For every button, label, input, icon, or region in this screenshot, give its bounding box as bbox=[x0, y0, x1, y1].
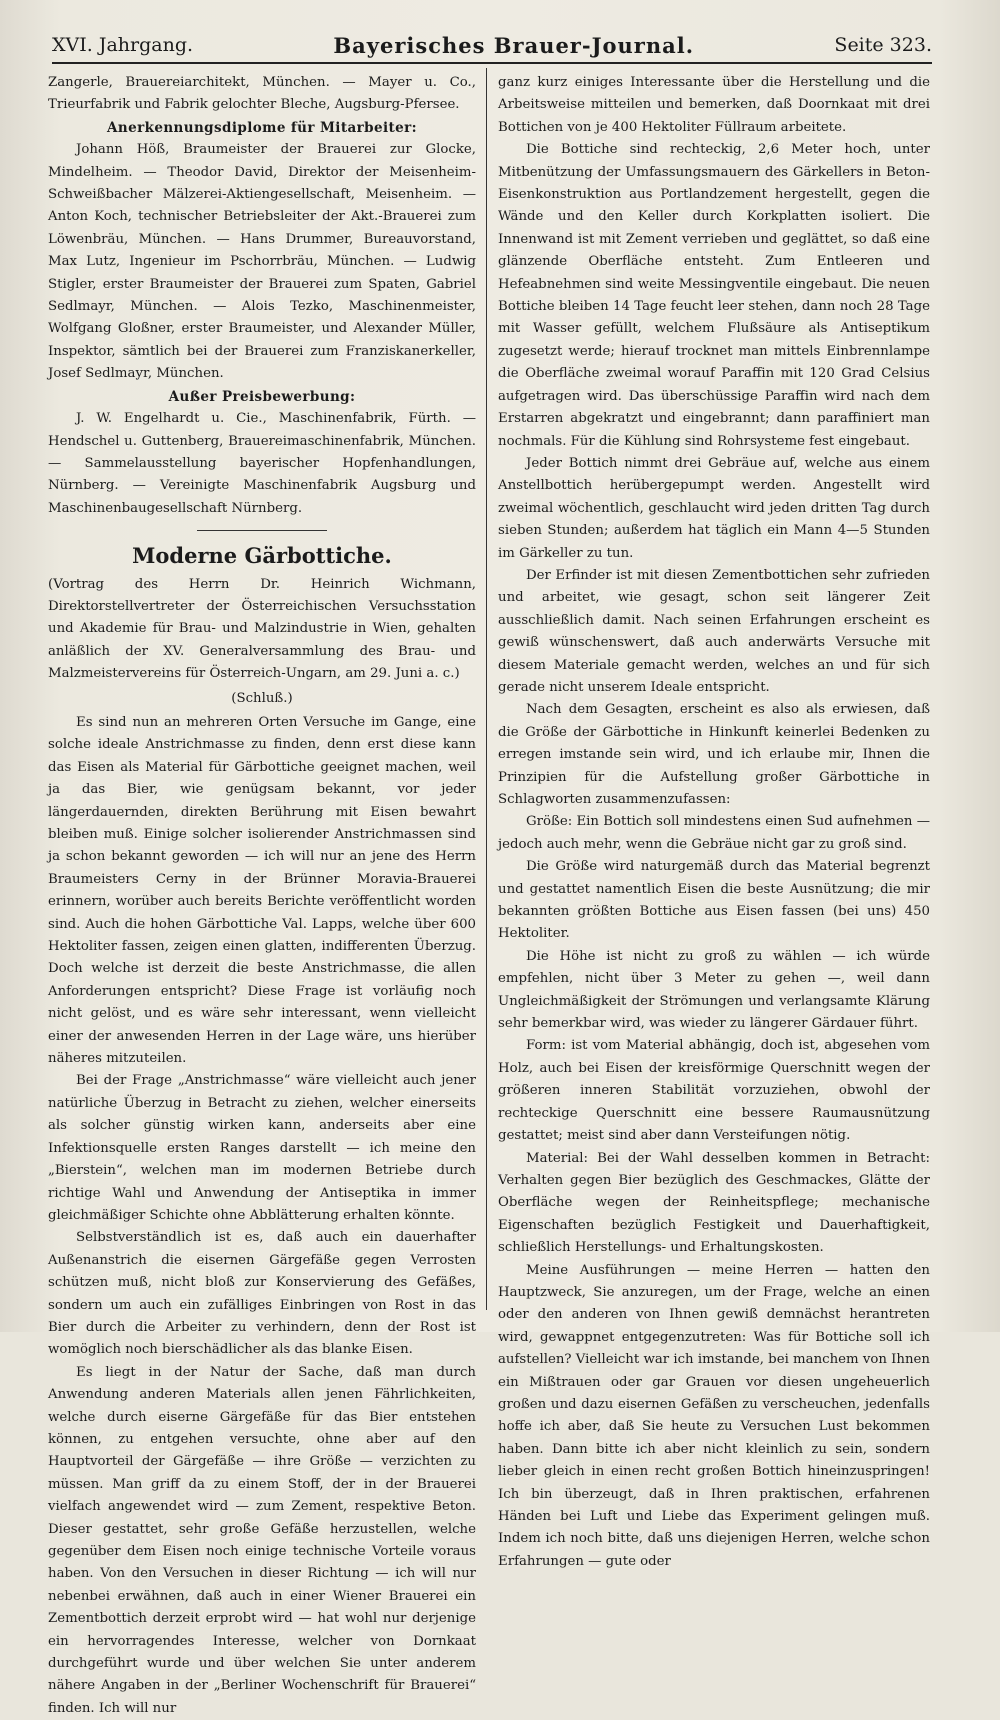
paragraph: Johann Höß, Braumeister der Brauerei zur Glocke, Mindelheim. — Theodor David, Direktor der Meisenheim-Schweißbacher Mälzerei-Aktiengesellschaft, Meisenheim. — Anton Koch, technischer Betriebsleiter der Akt.-Brauerei zum Löwenbräu, München. — Hans Drummer, Bureauvorstand, Max Lutz, Ingenieur im Pschorrbräu, München. — Ludwig Stigler, erster Braumeister der Brauerei zum Spaten, Gabriel Sedlmayr, München. — Alois Tezko, Maschinenmeister, Wolfgang Gloßner, erster Braumeister, und Alexander Müller, Inspektor, sämtlich bei der Brauerei zum Franziskanerkeller, Josef Sedlmayr, München. bbox=[48, 142, 476, 382]
section-heading-ausser-preisbewerbung: Außer Preisbewerbung: bbox=[168, 388, 356, 405]
paragraph: Jeder Bottich nimmt drei Gebräue auf, welche aus einem Anstellbottich herübergepumpt werden. Angestellt wird zweimal wöchentlich, geschlaucht wird jeden dritten Tag durch sieben Stunden; außerdem hat täglich ein Mann 4—5 Stunden im Gärkeller zu tun. bbox=[498, 455, 930, 561]
volume-label: XVI. Jahrgang. bbox=[52, 34, 194, 56]
paragraph: Die Bottiche sind rechteckig, 2,6 Meter hoch, unter Mitbenützung der Umfassungsmauern des Gärkellers in Beton-Eisenkonstruktion aus Portlandzement hergestellt, gegen die Wände und den Keller durch Korkplatten isoliert. Die Innenwand ist mit Zement verrieben und geglättet, so daß eine glänzende Oberfläche entsteht. Zum Entleeren und Hefeabnehmen sind weite Messingventile eingebaut. Die neuen Bottiche bleiben 14 Tage feucht leer stehen, dann noch 28 Tage mit Wasser gefüllt, welchem Flußsäure als Antiseptikum zugesetzt werde; hierauf trocknet man mittels Einbrennlampe die Oberfläche zweimal worauf Paraffin mit 120 Grad Celsius aufgetragen wird. Das überschüssige Paraffin wird nach dem Erstarren abgekratzt und eingebrannt; dann paraffiniert man nochmals. Für die Kühlung sind Rohrsysteme fest eingebaut. bbox=[498, 142, 930, 449]
article-subtitle: (Vortrag des Herrn Dr. Heinrich Wichmann, Direktorstellvertreter der Österreichischen Versuchsstation und Akademie für Brau- und Malzindustrie in Wien, gehalten anläßlich der XV. Generalversammlung des Brau- und Malzmeistervereins für Österreich-Ungarn, am 29. Juni a. c.) bbox=[48, 576, 476, 682]
right-column bbox=[498, 72, 930, 1569]
article-title: Moderne Gärbottiche. bbox=[132, 543, 392, 569]
paragraph: Nach dem Gesagten, erscheint es also als erwiesen, daß die Größe der Gärbottiche in Hinkunft keinerlei Bedenken zu erregen imstande sein wird, und ich erlaube mir, Ihnen die Prinzipien für die Aufstellung großer Gärbottiche in Schlagworten zusammenzufassen: bbox=[498, 702, 930, 807]
paragraph: Selbstverständlich ist es, daß auch ein dauerhafter Außenanstrich die eisernen Gärgefäße gegen Verrosten schützen muß, nicht bloß zur Konservierung des Gefäßes, sondern um auch ein zufälliges Einbringen von Rost in das Bier durch die Arbeiter zu verhindern, denn der Rost ist womöglich noch bierschädlicher als das blanke Eisen. bbox=[48, 1230, 476, 1358]
journal-title: Bayerisches Brauer-Journal. bbox=[333, 32, 695, 58]
page-header bbox=[52, 28, 932, 64]
paragraph: Es liegt in der Natur der Sache, daß man durch Anwendung anderen Materials allen jenen Fährlichkeiten, welche durch eiserne Gärgefäße für das Bier entstehen können, zu entgehen versuchte, ohne aber auf den Hauptvorteil der Gärgefäße — ihre Größe — verzichten zu müssen. Man griff da zu einem Stoff, der in der Brauerei vielfach angewendet wird — zum Zement, respektive Beton. Dieser gestattet, sehr große Gefäße herzustellen, welche gegenüber dem Eisen noch einige technische Vorteile voraus haben. Von den Versuchen in dieser Richtung — ich will nur nebenbei erwähnen, daß auch in einer Wiener Brauerei ein Zementbottich derzeit erprobt wird — hat wohl nur derjenige ein hervorragendes Interesse, welcher von Dornkaat durchgeführt wurde und über welchen Sie unter anderem nähere Angaben in der „Berliner Wochenschrift für Brauerei“ finden. Ich will nur bbox=[48, 1364, 476, 1716]
section-divider bbox=[197, 530, 327, 531]
paragraph: Bei der Frage „Anstrichmasse“ wäre vielleicht auch jener natürliche Überzug in Betracht zu ziehen, welcher einerseits als solcher günstig wirken kann, anderseits aber eine Infektionsquelle ersten Ranges darstellt — ich meine den „Bierstein“, welchen man im modernen Betriebe durch richtige Wahl und Anwendung der Antiseptika in immer gleichmäßiger Schichte ohne Abblätterung erhalten könnte. bbox=[48, 1073, 476, 1223]
left-column bbox=[48, 72, 476, 1716]
paragraph: Der Erfinder ist mit diesen Zementbottichen sehr zufrieden und arbeitet, wie gesagt, schon seit längerer Zeit ausschließlich damit. Nach seinen Erfahrungen erscheint es gewiß wünschenswert, daß auch anderwärts Versuche mit diesem Materiale gemacht werden, welches an und für sich gerade nicht unserem Ideale entspricht. bbox=[498, 567, 930, 695]
paragraph: Meine Ausführungen — meine Herren — hatten den Hauptzweck, Sie anzuregen, um der Frage, welche an einen oder den anderen von Ihnen gewiß demnächst herantreten wird, gewappnet entgegenzutreten: Was für Bottiche soll ich aufstellen? Vielleicht war ich imstande, bei manchem von Ihnen ein Mißtrauen oder gar Grauen vor diesen ungeheuerlich großen und dazu eisernen Gefäßen zu verscheuchen, jedenfalls hoffe ich aber, daß Sie heute zu Versuchen Lust bekommen haben. Dann bitte ich aber nicht kleinlich zu sein, sondern lieber gleich in einen recht großen Bottich hineinzuspringen! Ich bin überzeugt, daß in Ihren praktischen, erfahrenen Händen bei Luft und Liebe das Experiment gelingen muß. Indem ich noch bitte, daß uns diejenigen Herren, welche schon Erfahrungen — gute oder bbox=[498, 1262, 930, 1569]
continuation-note: (Schluß.) bbox=[231, 690, 293, 706]
paragraph: Material: Bei der Wahl desselben kommen in Betracht: Verhalten gegen Bier bezüglich des Geschmackes, Glätte der Oberfläche wegen der Reinheitspflege; mechanische Eigenschaften bezüglich Festigkeit und Dauerhaftigkeit, schließlich Herstellungs- und Erhaltungskosten. bbox=[498, 1150, 930, 1256]
column-divider bbox=[486, 68, 487, 1310]
paragraph: Form: ist vom Material abhängig, doch ist, abgesehen vom Holz, auch bei Eisen der kreisförmige Querschnitt wegen der größeren inneren Stabilität vorzuziehen, obwohl der rechteckige Querschnitt eine bessere Raumausnützung gestattet; meist sind aber dann Versteifungen nötig. bbox=[498, 1038, 930, 1144]
paragraph: J. W. Engelhardt u. Cie., Maschinenfabrik, Fürth. — Hendschel u. Guttenberg, Brauereimaschinenfabrik, München. — Sammelausstellung bayerischer Hopfenhandlungen, Nürnberg. — Vereinigte Maschinenfabrik Augsburg und Maschinenbaugesellschaft Nürnberg. bbox=[48, 411, 476, 516]
paragraph: Es sind nun an mehreren Orten Versuche im Gange, eine solche ideale Anstrichmasse zu finden, denn erst diese kann das Eisen als Material für Gärbottiche geeignet machen, weil ja das Bier, wie genügsam bekannt, vor jeder längerdauernden, direkten Berührung mit Eisen bewahrt bleiben muß. Einige solcher isolierender Anstrichmassen sind ja schon bekannt geworden — ich will nur an jene des Herrn Braumeisters Cerny in der Brünner Moravia-Brauerei erinnern, worüber auch bereits Berichte veröffentlicht worden sind. Auch die hohen Gärbottiche Val. Lapps, welche über 600 Hektoliter fassen, zeigen einen glatten, indifferenten Überzug. Doch welche ist derzeit die beste Anstrichmasse, die allen Anforderungen entspricht? Diese Frage ist vorläufig noch nicht gelöst, und es wäre sehr interessant, wenn vielleicht einer der anwesenden Herren in der Lage wäre, uns hierüber näheres mitzuteilen. bbox=[48, 714, 476, 1067]
intro-paragraph: Zangerle, Brauereiarchitekt, München. — Mayer u. Co., Trieurfabrik und Fabrik gelochter Bleche, Augsburg-Pfersee. bbox=[48, 75, 476, 113]
paragraph: Die Höhe ist nicht zu groß zu wählen — ich würde empfehlen, nicht über 3 Meter zu gehen —, weil dann Ungleichmäßigkeit der Strömungen und verlangsamte Klärung sehr bemerkbar wird, was wieder zu längerer Gärdauer führt. bbox=[498, 948, 930, 1032]
paragraph: Größe: Ein Bottich soll mindestens einen Sud aufnehmen — jedoch auch mehr, wenn die Gebräue nicht gar zu groß sind. bbox=[498, 814, 930, 852]
section-heading-diplome: Anerkennungsdiplome für Mitarbeiter: bbox=[106, 119, 418, 136]
page-number: Seite 323. bbox=[834, 34, 932, 56]
paragraph: Die Größe wird naturgemäß durch das Material begrenzt und gestattet namentlich Eisen die beste Ausnützung; die mir bekannten größten Bottiche aus Eisen fassen (bei uns) 450 Hektoliter. bbox=[498, 859, 930, 942]
paragraph: ganz kurz einiges Interessante über die Herstellung und die Arbeitsweise mitteilen und bemerken, daß Doornkaat mit drei Bottichen von je 400 Hektoliter Füllraum arbeitete. bbox=[498, 75, 930, 135]
